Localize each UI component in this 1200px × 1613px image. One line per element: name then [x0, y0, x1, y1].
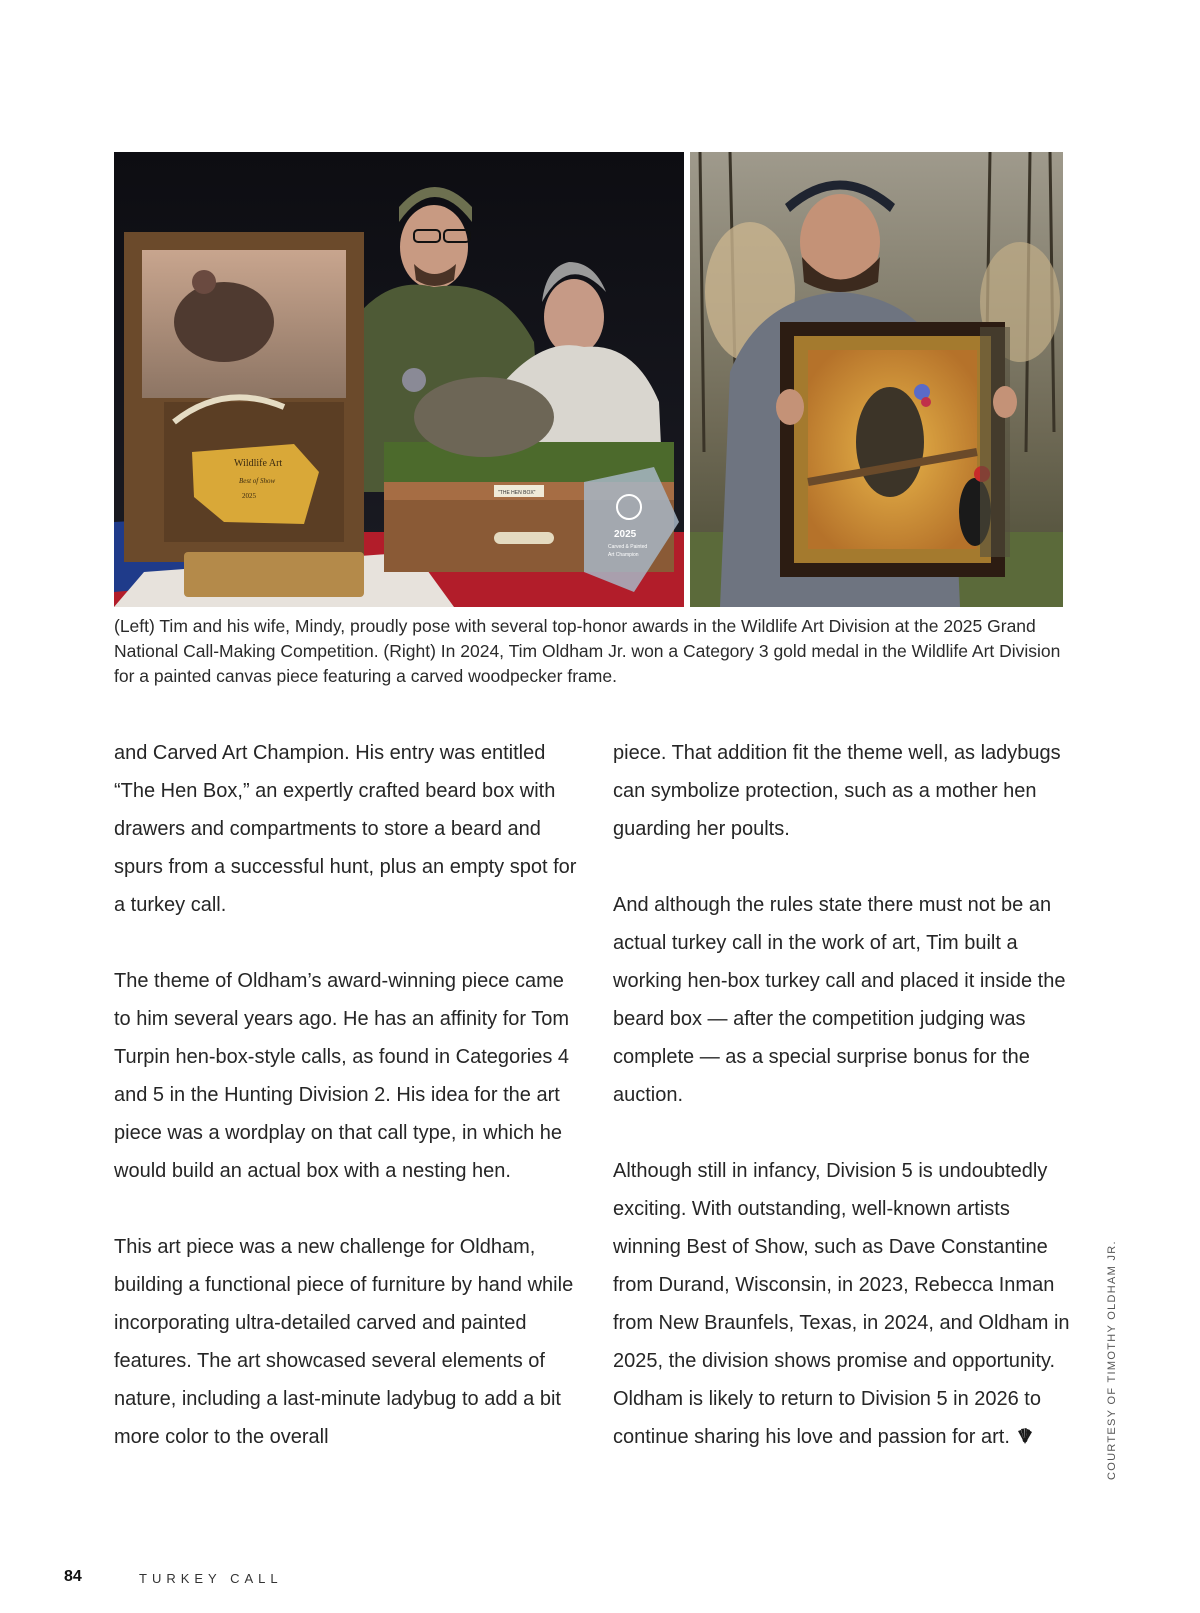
article-paragraph: And although the rules state there must not be an actual turkey call in the work of art, Tim built a working hen-box turkey call and placed it inside the beard box — after the competition judging was complete — as a special surprise bonus for the auction. — [613, 894, 1066, 1106]
page-number: 84 — [64, 1568, 82, 1585]
trophy-line2: Art Champion — [608, 552, 639, 558]
plaque-year: 2025 — [242, 492, 256, 500]
photo-left-illustration — [114, 152, 684, 607]
article-paragraph-text: Although still in infancy, Division 5 is undoubtedly exciting. With outstanding, well-known artists winning Best of Show, such as Dave Constantine from Durand, Wisconsin, in 2023, Rebecca Inman from New Braunfels, Texas, in 2024, and Oldham in 2025, the division shows promise and opportunity. Oldham is likely to return to Division 5 in 2026 to continue sharing his love and passion for art. — [613, 1160, 1070, 1448]
article-paragraph: and Carved Art Champion. His entry was entitled “The Hen Box,” an expertly crafted beard box with drawers and compartments to store a beard and spurs from a successful hunt, plus an empty spot for a turkey call. — [114, 742, 577, 916]
article-paragraph: piece. That addition fit the theme well, as ladybugs can symbolize protection, such as a mother hen guarding her poults. — [613, 742, 1061, 840]
magazine-name: TURKEY CALL — [139, 1571, 283, 1586]
turkey-fan-icon — [1016, 1427, 1034, 1445]
article-paragraph-final — [613, 1152, 1083, 1456]
plaque-subtitle: Best of Show — [239, 477, 276, 485]
trophy-year: 2025 — [614, 529, 637, 540]
article-column-left — [114, 734, 584, 1494]
article-paragraph: The theme of Oldham’s award-winning piece came to him several years ago. He has an affinity for Tom Turpin hen-box-style calls, as found in Categories 4 and 5 in the Hunting Division 2. His idea for the art piece was a wordplay on that call type, in which he would build an actual box with a nesting hen. — [114, 970, 570, 1182]
photo-right-painting — [690, 152, 1063, 607]
plaque-title: Wildlife Art — [234, 458, 283, 469]
photo-caption: (Left) Tim and his wife, Mindy, proudly pose with several top-honor awards in the Wildlife Art Division at the 2025 Grand National Call-Making Competition. (Right) In 2024, Tim Oldham Jr. won a Category 3 gold medal in the Wildlife Art Division for a painted canvas piece featuring a carved woodpecker frame. — [114, 616, 1061, 686]
box-plate: "THE HEN BOX" — [498, 490, 536, 496]
trophy-line1: Carved & Painted — [608, 544, 648, 550]
photo-right-illustration — [690, 152, 1063, 607]
article-column-right — [613, 734, 1083, 1494]
photo-left-awards — [114, 152, 684, 607]
photo-credit: COURTESY OF TIMOTHY OLDHAM JR. — [1106, 1240, 1118, 1480]
article-paragraph: This art piece was a new challenge for Oldham, building a functional piece of furniture by hand while incorporating ultra-detailed carved and painted features. The art showcased several elements of nature, including a last-minute ladybug to add a bit more color to the overall — [114, 1236, 574, 1448]
